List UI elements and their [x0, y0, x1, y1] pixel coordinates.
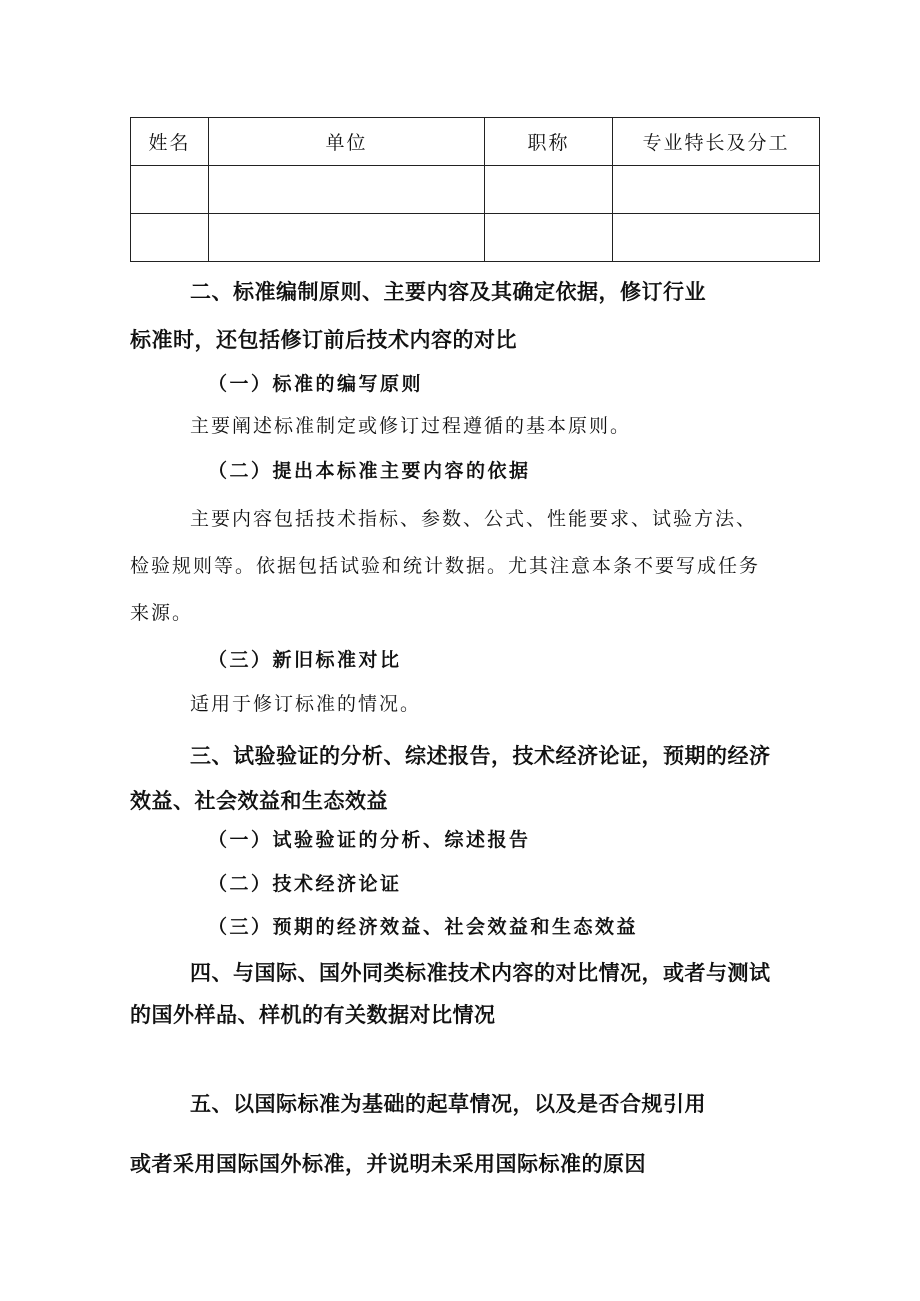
header-specialty: 专业特长及分工 — [613, 118, 820, 166]
section2-sub2-text-line3: 来源。 — [130, 602, 194, 624]
section3-sub1-heading: （一）试验验证的分析、综述报告 — [208, 829, 531, 851]
section2-heading-line1: 二、标准编制原则、主要内容及其确定依据，修订行业 — [190, 280, 706, 304]
section2-sub1-heading: （一）标准的编写原则 — [208, 373, 424, 395]
section3-sub3-heading: （三）预期的经济效益、社会效益和生态效益 — [208, 916, 639, 938]
header-name: 姓名 — [131, 118, 209, 166]
table-header-row — [131, 118, 820, 166]
section2-sub2-heading: （二）提出本标准主要内容的依据 — [208, 460, 531, 482]
section4-heading-line1: 四、与国际、国外同类标准技术内容的对比情况，或者与测试 — [190, 961, 771, 985]
header-title: 职称 — [485, 118, 613, 166]
table-cell — [485, 214, 613, 262]
header-unit: 单位 — [209, 118, 485, 166]
table-cell — [131, 166, 209, 214]
section2-sub1-text: 主要阐述标准制定或修订过程遵循的基本原则。 — [190, 415, 632, 437]
section3-heading-line2: 效益、社会效益和生态效益 — [130, 789, 388, 813]
section3-sub2-heading: （二）技术经济论证 — [208, 873, 402, 895]
table-cell — [613, 214, 820, 262]
table-cell — [209, 166, 485, 214]
section2-sub3-text: 适用于修订标准的情况。 — [190, 693, 422, 715]
table-cell — [613, 166, 820, 214]
table-row — [131, 214, 820, 262]
section2-sub2-text-line2: 检验规则等。依据包括试验和统计数据。尤其注意本条不要写成任务 — [130, 555, 761, 577]
section2-sub3-heading: （三）新旧标准对比 — [208, 649, 402, 671]
section5-heading-line1: 五、以国际标准为基础的起草情况，以及是否合规引用 — [190, 1092, 706, 1116]
table-cell — [209, 214, 485, 262]
section2-heading-line2: 标准时，还包括修订前后技术内容的对比 — [130, 328, 517, 352]
table-cell — [485, 166, 613, 214]
section2-sub2-text-line1: 主要内容包括技术指标、参数、公式、性能要求、试验方法、 — [190, 508, 758, 530]
table-row — [131, 166, 820, 214]
section3-heading-line1: 三、试验验证的分析、综述报告，技术经济论证，预期的经济 — [190, 744, 771, 768]
section5-heading-line2: 或者采用国际国外标准，并说明未采用国际标准的原因 — [130, 1152, 646, 1176]
members-table — [130, 117, 820, 262]
table-cell — [131, 214, 209, 262]
section4-heading-line2: 的国外样品、样机的有关数据对比情况 — [130, 1003, 496, 1027]
